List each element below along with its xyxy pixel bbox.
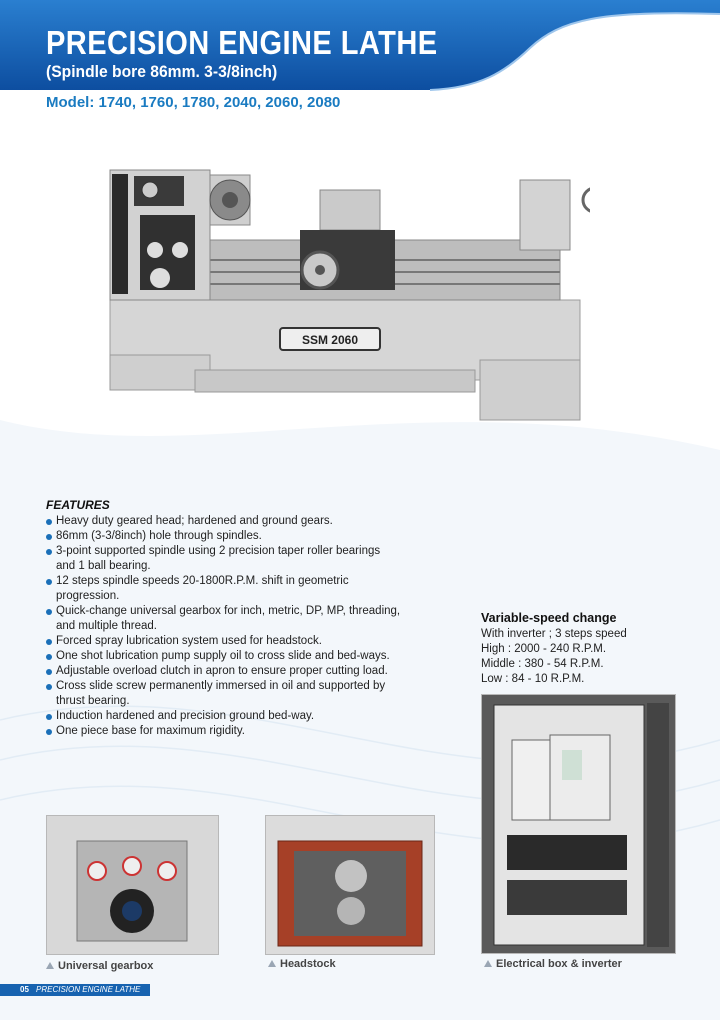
bullet-icon [46, 654, 52, 660]
bullet-icon [46, 534, 52, 540]
caption-headstock: Headstock [268, 958, 336, 970]
features-list [46, 514, 401, 739]
feature-item: One shot lubrication pump supply oil to cross slide and bed-ways. [46, 649, 401, 664]
bullet-icon [46, 519, 52, 525]
caption-electrical: Electrical box & inverter [484, 958, 622, 970]
feature-item: 86mm (3-3/8inch) hole through spindles. [46, 529, 401, 544]
electrical-box-photo [481, 694, 676, 954]
feature-item: One piece base for maximum rigidity. [46, 724, 401, 739]
feature-item: Forced spray lubrication system used for headstock. [46, 634, 401, 649]
variable-speed-line: Low : 84 - 10 R.P.M. [481, 673, 585, 685]
bullet-icon [46, 639, 52, 645]
bullet-icon [46, 714, 52, 720]
footer-label: PRECISION ENGINE LATHE [36, 985, 141, 994]
variable-speed-line: With inverter ; 3 steps speed [481, 628, 627, 640]
variable-speed-title: Variable-speed change [481, 611, 617, 625]
triangle-icon [484, 960, 492, 967]
triangle-icon [268, 960, 276, 967]
variable-speed-line: High : 2000 - 240 R.P.M. [481, 643, 607, 655]
feature-item: Induction hardened and precision ground bed-way. [46, 709, 401, 724]
bullet-icon [46, 669, 52, 675]
model-plate: SSM 2060 [301, 333, 359, 347]
feature-item: Heavy duty geared head; hardened and ground gears. [46, 514, 401, 529]
feature-item: 12 steps spindle speeds 20-1800R.P.M. shift in geometric progression. [46, 574, 401, 604]
bullet-icon [46, 609, 52, 615]
triangle-icon [46, 962, 54, 969]
feature-item: Adjustable overload clutch in apron to ensure proper cutting load. [46, 664, 401, 679]
page-title: PRECISION ENGINE LATHE [46, 24, 438, 61]
model-list: Model: 1740, 1760, 1780, 2040, 2060, 2080 [46, 94, 341, 111]
feature-item: Cross slide screw permanently immersed in oil and supported by thrust bearing. [46, 679, 401, 709]
bullet-icon [46, 684, 52, 690]
variable-speed-line: Middle : 380 - 54 R.P.M. [481, 658, 604, 670]
page-subtitle: (Spindle bore 86mm. 3-3/8inch) [46, 62, 278, 81]
bullet-icon [46, 729, 52, 735]
features-heading: FEATURES [46, 498, 110, 512]
bullet-icon [46, 549, 52, 555]
lathe-illustration [100, 160, 590, 460]
caption-gearbox: Universal gearbox [46, 960, 153, 972]
feature-item: 3-point supported spindle using 2 precision taper roller bearings and 1 ball bearing. [46, 544, 401, 574]
headstock-photo [265, 815, 435, 955]
bullet-icon [46, 579, 52, 585]
page-number: 05 [20, 985, 29, 994]
gearbox-photo [46, 815, 219, 955]
feature-item: Quick-change universal gearbox for inch, metric, DP, MP, threading, and multiple thread. [46, 604, 401, 634]
